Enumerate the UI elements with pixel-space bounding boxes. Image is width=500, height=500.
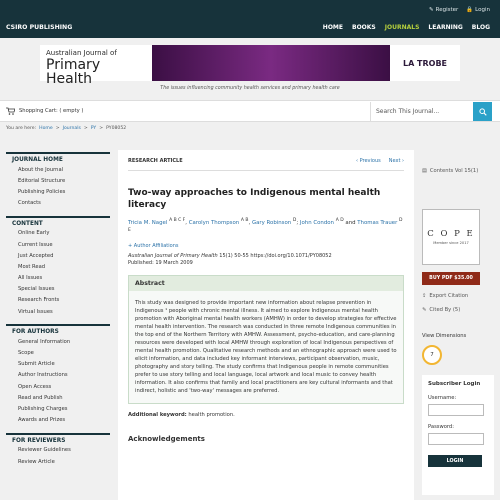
sidebar-item[interactable]: Publishing Charges: [18, 405, 68, 412]
abstract-box: [128, 275, 404, 404]
author-affil: A B C F: [169, 218, 186, 223]
article-meta-bar: [128, 158, 404, 171]
breadcrumb-journals[interactable]: Journals: [62, 126, 81, 131]
sidebar-item[interactable]: Research Fronts: [18, 297, 60, 304]
search-button[interactable]: [473, 102, 492, 121]
banner-decoration: [152, 45, 390, 81]
breadcrumb-prefix: You are here:: [6, 126, 37, 131]
sidebar-item[interactable]: Contacts: [18, 200, 41, 207]
sidebar-section-journal-home: [6, 152, 110, 209]
cope-subtitle: Member since 2017: [433, 241, 469, 245]
pencil-icon: ✎: [429, 7, 434, 13]
contents-link[interactable]: [422, 150, 494, 174]
next-label: Next: [388, 158, 401, 164]
subscriber-login-panel: [422, 375, 494, 495]
journal-title-block: [40, 45, 152, 87]
breadcrumb-sep: >: [83, 126, 88, 131]
breadcrumb-current: PY08052: [106, 126, 127, 131]
partner-logo: LA TROBE: [390, 45, 460, 81]
published-date: Published: 19 March 2009: [128, 259, 193, 266]
sidebar-item[interactable]: Review Article: [18, 458, 55, 465]
sidebar-item[interactable]: Reviewer Guidelines: [18, 447, 71, 454]
register-label: Register: [435, 7, 459, 13]
sidebar-item[interactable]: Special Issues: [18, 286, 55, 293]
cart-icon: [6, 107, 15, 115]
username-field[interactable]: [428, 404, 484, 416]
breadcrumb-sep: >: [99, 126, 104, 131]
nav-home[interactable]: HOME: [322, 24, 343, 31]
password-label: Password:: [428, 424, 454, 430]
breadcrumb: [6, 126, 126, 131]
utility-links: [429, 7, 490, 13]
top-bar: [0, 0, 500, 38]
login-heading: Subscriber Login: [428, 381, 481, 387]
article-type: RESEARCH ARTICLE: [128, 158, 183, 164]
sidebar-item[interactable]: Current Issue: [18, 241, 53, 248]
sidebar-section-for-authors: [6, 324, 110, 426]
breadcrumb-home[interactable]: Home: [39, 126, 53, 131]
export-citation-link[interactable]: [422, 293, 494, 299]
author-list: Tricia M. Nagel $^{A B C F}$, Carolyn Thompson $^{A B}$, Gary Robinson $^D$; John Condon $^{A D}$ and Thomas Trauer $^{D E}$: [128, 218, 403, 233]
sidebar-item[interactable]: Open Access: [18, 383, 52, 390]
main-nav: [323, 24, 490, 31]
sidebar-item[interactable]: Scope: [18, 350, 34, 357]
search-input[interactable]: Search This Journal...: [370, 102, 472, 121]
sidebar-item[interactable]: Online Early: [18, 230, 50, 237]
author-affil: A D: [335, 218, 344, 223]
username-label: Username:: [428, 395, 457, 401]
shopping-cart[interactable]: [6, 107, 83, 115]
document-icon: ▤: [422, 168, 427, 174]
author-link[interactable]: Gary Robinson: [251, 219, 292, 226]
contents-label: Contents Vol 15(1): [429, 168, 479, 174]
cited-by-link[interactable]: [422, 307, 494, 313]
next-link[interactable]: [389, 158, 404, 164]
citation-icon: ✎: [422, 307, 427, 313]
author-link[interactable]: John Condon: [299, 219, 334, 226]
sidebar-heading[interactable]: FOR REVIEWERS: [12, 437, 66, 444]
right-rail: [422, 150, 494, 365]
keyword-value: health promotion.: [188, 411, 235, 418]
cope-title: C O P E: [427, 229, 475, 239]
sidebar-heading[interactable]: JOURNAL HOME: [12, 157, 63, 163]
cited-label: Cited By (5): [429, 307, 461, 313]
keyword-label: Additional keyword:: [128, 411, 187, 418]
export-icon: ⇪: [422, 293, 427, 299]
abstract-heading: Abstract: [129, 276, 403, 291]
login-link[interactable]: [466, 7, 490, 13]
sidebar-item[interactable]: Awards and Prizes: [18, 417, 66, 424]
article-panel: [118, 150, 414, 500]
journal-banner[interactable]: [40, 45, 460, 87]
author-link[interactable]: Tricia M. Nagel: [128, 219, 168, 226]
author-affil: D: [292, 218, 297, 223]
nav-learning[interactable]: LEARNING: [428, 24, 463, 31]
cart-label: Shopping Cart: ( empty ): [19, 108, 84, 114]
breadcrumb-sep: >: [55, 126, 60, 131]
register-link[interactable]: [429, 7, 458, 13]
dimensions-label: View Dimensions: [422, 333, 467, 339]
sidebar-item[interactable]: Read and Publish: [18, 394, 63, 401]
author-link[interactable]: Thomas Trauer: [357, 219, 398, 226]
buy-pdf-button[interactable]: BUY PDF $35.00: [422, 272, 480, 285]
journal-title-line2: Primary Health: [46, 57, 101, 87]
search-icon: [479, 108, 487, 116]
author-link[interactable]: Carolyn Thompson: [188, 219, 240, 226]
previous-label: Previous: [359, 158, 381, 164]
login-button[interactable]: LOGIN: [428, 455, 482, 467]
cope-badge[interactable]: [422, 209, 480, 265]
author-affiliations-toggle[interactable]: + Author Affiliations: [128, 242, 179, 249]
sidebar-item[interactable]: Publishing Policies: [18, 188, 66, 195]
dimensions-badge[interactable]: 7: [422, 345, 442, 365]
sidebar: [6, 152, 110, 474]
previous-link[interactable]: [356, 158, 381, 164]
author-affil: A B: [240, 218, 249, 223]
password-field[interactable]: [428, 433, 484, 445]
sidebar-item[interactable]: Just Accepted: [18, 252, 54, 259]
publisher-brand[interactable]: CSIRO PUBLISHING: [6, 24, 73, 31]
sidebar-item[interactable]: All Issues: [18, 275, 43, 282]
journal-title-line1: Australian Journal of: [46, 49, 117, 57]
citation-journal: Australian Journal of Primary Health: [128, 252, 218, 259]
sidebar-section-content: [6, 216, 110, 318]
sidebar-item[interactable]: About the Journal: [18, 166, 64, 173]
search-bar: [0, 100, 500, 122]
sidebar-heading[interactable]: CONTENT: [12, 220, 43, 227]
nav-books[interactable]: BOOKS: [352, 24, 376, 31]
chevron-left-icon: ‹: [356, 158, 360, 164]
login-label: Login: [475, 7, 490, 13]
journal-tagline: The issues influencing community health services and primary health care: [160, 86, 340, 91]
sidebar-item[interactable]: Author Instructions: [18, 372, 68, 379]
nav-blog[interactable]: BLOG: [471, 24, 490, 31]
banner-area: [0, 38, 500, 100]
author-affil: D E: [128, 218, 403, 233]
sidebar-item[interactable]: Virtual Issues: [18, 308, 53, 315]
article-pager: [356, 158, 404, 164]
sidebar-section-for-reviewers: [6, 433, 110, 467]
article-title: Two-way approaches to Indigenous mental health literacy: [128, 188, 381, 210]
export-label: Export Citation: [429, 293, 469, 299]
sidebar-heading[interactable]: FOR AUTHORS: [12, 329, 59, 336]
citation: [128, 253, 404, 267]
sidebar-item[interactable]: Editorial Structure: [18, 177, 66, 184]
citation-details[interactable]: 15(1) 50-55 https://doi.org/10.1071/PY08052: [219, 252, 332, 259]
nav-journals[interactable]: JOURNALS: [384, 24, 420, 31]
sidebar-item[interactable]: Most Read: [18, 263, 46, 270]
abstract-text: This study was designed to provide important new information about relapse prevention in Indigenous ¹ people with chronic mental illness. It aimed to explore Indigenous mental health promotion with Aboriginal mental health workers (AMHW) in order to develop strategies for effective mental health intervention. The research was conducted in three remote Indigenous communities in the top end of the Northern Territory with AMHW. Assessment, psycho-education, and care-planning resources were developed with local AMHW through exploration of local Indigenous perspectives of mental health promotion. Qualitative research methods and an ethnographic approach were used to elicit information, and data included key informant interviews, participant observation, music, photography and story telling. The study confirms that Indigenous people in remote communities prefer to use story telling and local language, local artwork and local music to convey health information. It also confirms that family and local practitioners are key cultural informants and that indirect, holistic and 'two-way' messages are preferred.: [129, 291, 403, 403]
keywords: [128, 412, 404, 418]
lock-icon: 🔒: [466, 7, 474, 13]
acknowledgements-heading: Acknowledgements: [128, 434, 205, 443]
sidebar-item[interactable]: Submit Article: [18, 361, 55, 368]
sidebar-item[interactable]: General Information: [18, 338, 71, 345]
chevron-right-icon: ›: [400, 158, 404, 164]
breadcrumb-py[interactable]: PY: [90, 126, 97, 131]
